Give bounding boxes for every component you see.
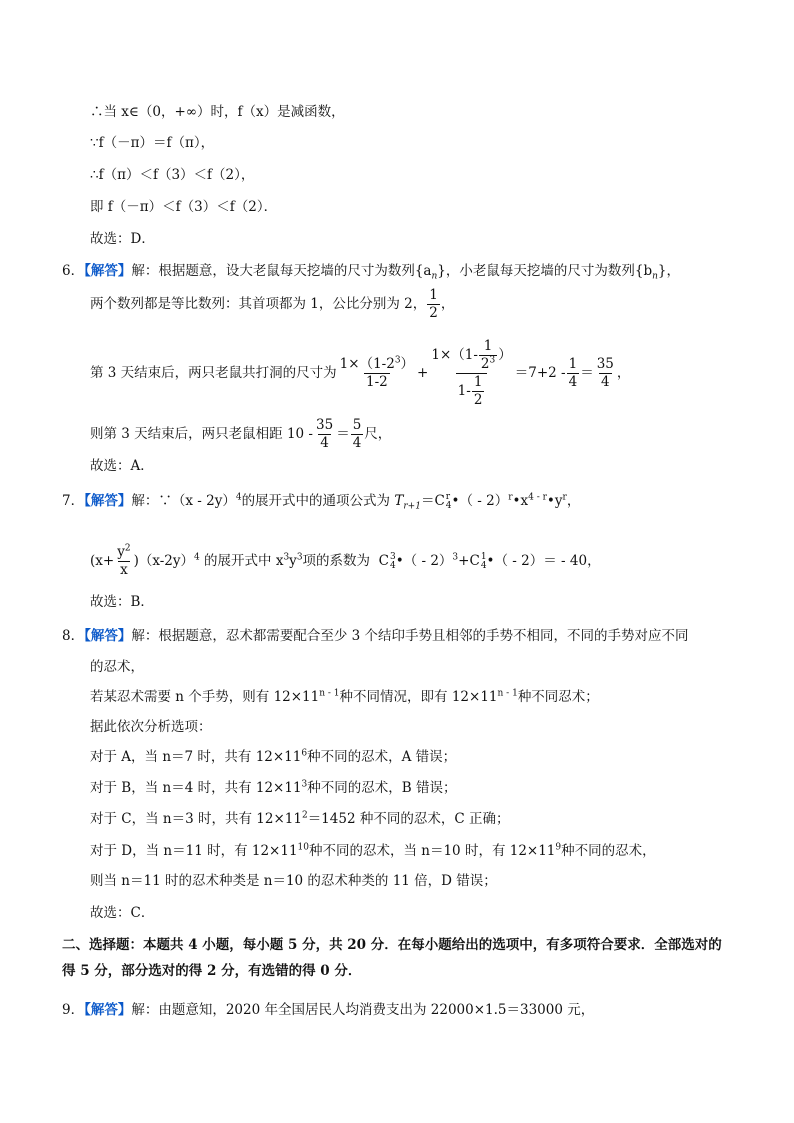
q6-line-4 [90,418,391,451]
q7-text-h: ， [566,493,581,509]
q8-line-6 [90,778,457,798]
frac-num: 35 [316,417,334,433]
q8-line-1 [62,626,689,646]
q6-answer: 故选：A． [90,458,154,474]
frac-den: 4 [568,374,578,390]
q8-l3-c: 种不同忍术； [517,689,599,705]
q7-text-f: •x [512,493,529,509]
q5-line-4: 即 f（－π）＜f（3）＜f（2）． [90,199,278,215]
q7-sup-4: r [562,492,567,503]
frac-num-a: 1×（1- [431,347,478,363]
q7-sup-2: r [508,492,513,503]
q6-line-1 [62,261,680,281]
q8-line-2: 的忍术， [90,659,144,675]
q8-l8-b: 种不同的忍术，当 n＝10 时，有 12×11 [308,843,556,859]
section-2-heading: 二、选择题：本题共 4 小题，每小题 5 分，共 20 分．在每小题给出的选项中，有多项符合要求．全部选对的得 5 分，部分选对的得 2 分，有选错的得 0 分． [62,937,722,979]
q6-text: 解：根据题意，设大老鼠每天挖墙的尺寸为数列{a [131,263,432,279]
q8-line-8 [90,841,656,861]
q9-solution-tag: 【解答】 [84,1002,132,1018]
q9-number: 9． [62,1002,85,1018]
frac-num: 1 [568,356,578,372]
q7-text-d: ＝C [420,493,445,509]
q7-text-c: T [394,493,404,509]
q6-fraction-half [427,288,440,321]
q8-line-9: 则当 n＝11 时的忍术种类是 n＝10 的忍术种类的 11 倍，D 错误； [90,873,497,889]
frac-num: 35 [596,356,614,372]
q8-l6-a: 对于 B，当 n＝4 时，共有 12×11 [90,780,302,796]
q7-text-g: •y [546,493,563,509]
q7-l2-sup2: 3 [283,552,290,563]
comb-sub: 4 [445,500,452,511]
frac-den: 4 [320,435,329,451]
q7-sup-1: 4 [235,492,242,503]
q6-line-4-text: 则第 3 天结束后，两只老鼠相距 10 - [90,426,313,442]
frac-num-a: 1×（1-2 [339,356,395,372]
q7-l2-i: •（ - 2）＝ - 40， [486,553,601,569]
q7-l2-a: (x+ [90,553,115,569]
frac-num-b: ） [400,356,415,372]
q7-number: 7． [62,493,85,509]
q8-number: 8． [62,628,85,644]
q8-l7-a: 对于 C，当 n＝3 时，共有 12×11 [90,811,302,827]
q6-eq-2: ＝ [580,365,594,381]
frac-den [456,373,488,408]
q5-line-3: ∴f（π）＜f（3）＜f（2）， [90,167,255,183]
q7-sub-1: r+1 [403,501,421,512]
inner-sup: 3 [489,355,496,366]
q8-l3-sup: n - 1 [319,688,340,699]
frac-num [115,545,132,561]
q5-line-1: ∴当 x∈（0，+∞）时，f（x）是减函数， [90,104,345,120]
frac-num [429,339,513,373]
q8-l3-a: 若某忍术需要 n 个手势，则有 12×11 [90,689,320,705]
q8-answer: 故选：C． [90,905,155,921]
comb-sub: 4 [480,560,487,571]
q8-text-1: 解：根据题意，忍术都需要配合至少 3 个结印手势且相邻的手势不相同，不同的手势对应不同 [131,628,689,644]
q8-l7-b: ＝1452 种不同的忍术，C 正确； [307,811,510,827]
q7-l2-d: y [289,553,297,569]
q8-l8-c: 种不同的忍术， [561,843,656,859]
q6-eq-1: ＝7+2 - [514,365,566,381]
q9-line-1 [62,1000,594,1020]
q8-l3-sup2: n - 1 [497,688,518,699]
frac-num-base: y [117,544,125,560]
q6-fraction-5 [314,418,335,451]
q7-solution-tag: 【解答】 [84,493,132,509]
inner-fraction [479,339,497,372]
frac-sup: 3 [394,355,401,366]
q6-line-2-end: ， [440,296,455,312]
q7-text-b: 的展开式中的通项公式为 [241,493,391,509]
q8-l8-sup: 10 [297,842,309,853]
q7-l2-sup: 4 [194,552,200,563]
frac-num: 5 [352,417,362,433]
frac-den: 1-2 [365,374,388,390]
inner-den-base: 2 [480,356,490,372]
comb-sub: 4 [389,560,396,571]
q6-solution-tag: 【解答】 [84,263,132,279]
q8-l8-a: 对于 D，当 n＝11 时，有 12×11 [90,843,298,859]
q7-l2-f: C [378,553,389,569]
q7-l2-c: 的展开式中 x [204,553,284,569]
q8-line-5 [90,747,456,767]
q8-solution-tag: 【解答】 [84,628,132,644]
comb-sup: 1 [480,551,487,562]
q7-l2-sup4: 3 [452,552,459,563]
q6-line-2 [90,288,454,321]
q6-line-2-text: 两个数列都是等比数列：其首项都为 1，公比分别为 2， [90,296,427,312]
q6-sub-a: n [431,271,438,282]
q9-text-1: 解：由题意知，2020 年全国居民人均消费支出为 22000×1.5＝33000 元， [131,1002,595,1018]
q7-sup-3: 4 - r [528,492,547,503]
q5-line-2: ∵f（－π）＝f（π）， [90,135,215,151]
plus-sign: + [417,365,429,381]
q7-l2-h: +C [458,553,480,569]
inner-num: 1 [483,338,493,354]
q6-sub-b: n [652,271,658,282]
q8-l6-b: 种不同的忍术，B 错误； [307,780,457,796]
q8-l8-sup2: 9 [555,842,562,853]
frac-den: 2 [429,305,438,321]
comb-sup: 3 [389,551,396,562]
frac-num: 1 [429,287,438,303]
q6-line-3-end: ， [616,365,631,381]
q5-answer: 故选：D． [90,231,155,247]
frac-den: 4 [352,435,362,451]
q6-fraction-1 [338,357,416,390]
inner-fraction-den [472,375,485,408]
frac-num-b: ） [498,347,512,363]
q7-l2-b: )（x-2y） [133,553,194,569]
q8-l7-sup: 2 [301,810,308,821]
inner-den [479,355,497,372]
q8-line-3 [90,687,599,707]
q6-fraction-4 [595,357,616,390]
frac-den: 4 [600,374,610,390]
q8-l5-sup: 6 [301,748,308,759]
inner-num: 1 [473,374,483,390]
comb-sup: r [445,491,451,502]
q6-line-4-end: 尺， [364,426,392,442]
q6-line-3-text: 第 3 天结束后，两只老鼠共打洞的尺寸为 [90,365,337,381]
q7-line-2 [90,545,601,578]
q7-l2-e: 项的系数为 [302,553,371,569]
q7-fraction [115,545,132,578]
q6-text-b: }，小老鼠每天挖墙的尺寸为数列{b [437,263,653,279]
q6-fraction-6 [351,418,364,451]
frac-den: x [120,562,128,578]
q6-text-c: }， [657,263,680,279]
q7-answer: 故选：B． [90,594,154,610]
q8-line-4: 据此依次分析选项： [90,719,212,735]
q8-l5-b: 种不同的忍术，A 错误； [307,749,457,765]
q6-number: 6． [62,263,85,279]
q8-l5-a: 对于 A，当 n＝7 时，共有 12×11 [90,749,302,765]
q7-text-a: 解：∵（x - 2y） [131,493,236,509]
q8-line-7 [90,809,509,829]
inner-den: 2 [473,392,483,408]
q8-l3-b: 种不同情况，即有 12×11 [339,689,498,705]
q7-l2-g: •（ - 2） [395,553,453,569]
frac-num-sup: 2 [124,543,131,554]
q6-line-3 [90,339,630,408]
frac-num [338,357,416,373]
q8-l6-sup: 3 [301,779,308,790]
q7-text-e: •（ - 2） [451,493,509,509]
q6-fraction-2 [429,339,513,408]
frac-den-a: 1- [457,383,471,399]
q7-l2-sup3: 3 [296,552,303,563]
q6-eq-3: ＝ [336,426,350,442]
q6-fraction-3 [567,357,580,390]
q7-line-1 [62,491,580,511]
